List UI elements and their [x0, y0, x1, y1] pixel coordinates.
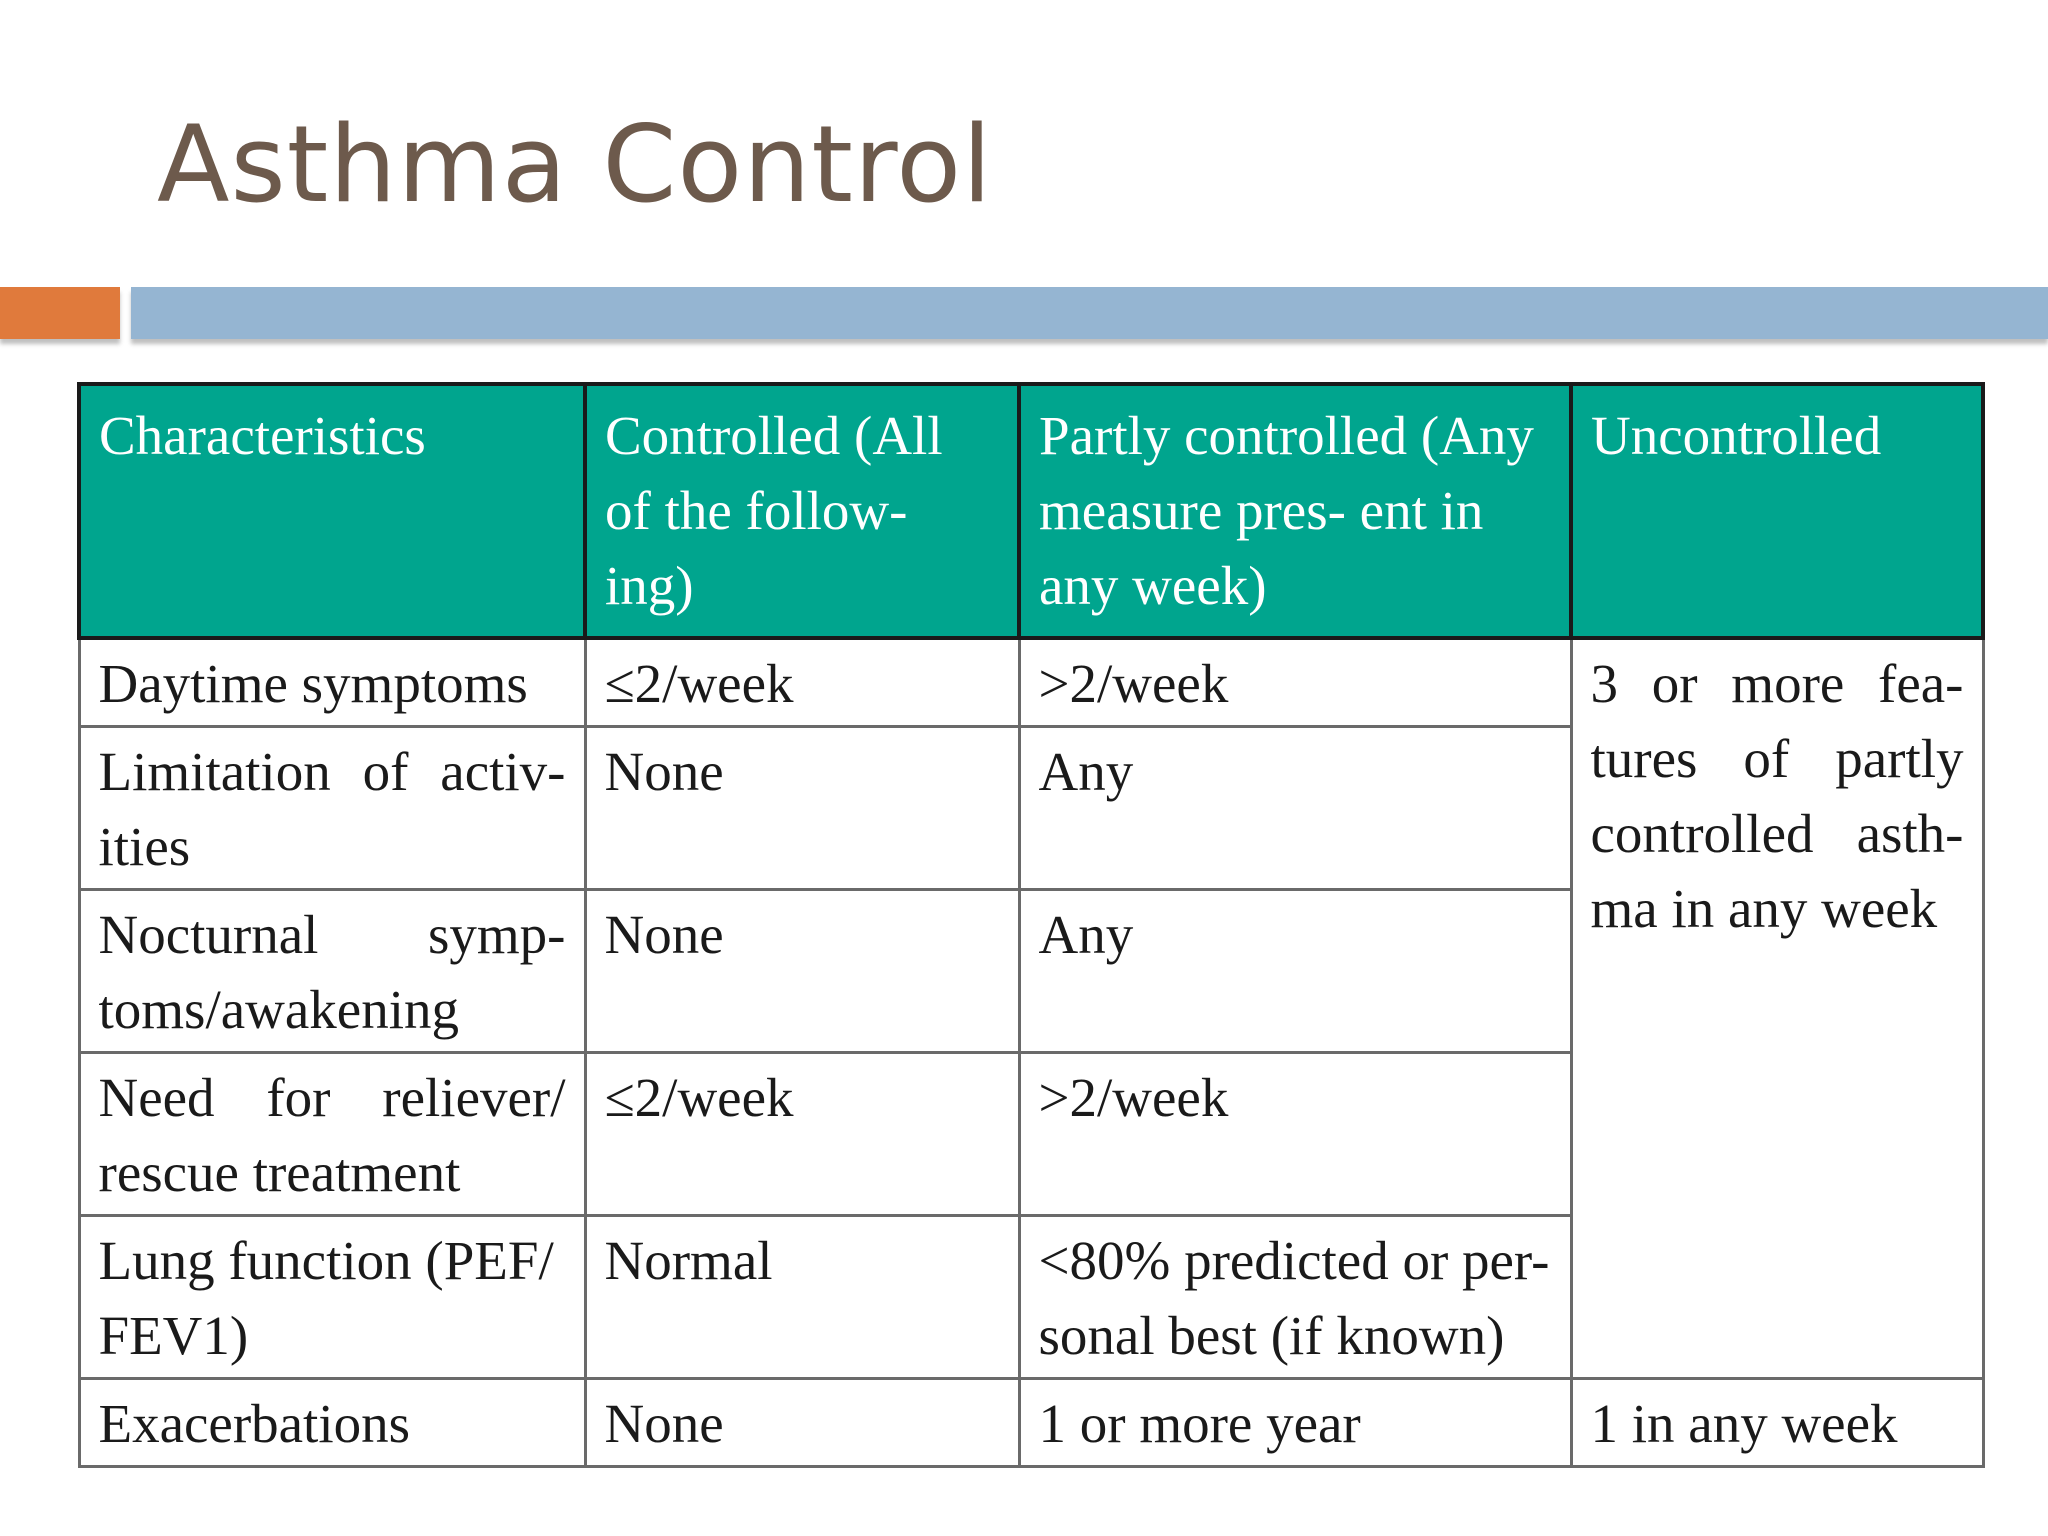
controlled-cell: None — [585, 1379, 1019, 1467]
controlled-cell: Normal — [585, 1216, 1019, 1379]
partly-controlled-cell: >2/week — [1019, 1053, 1571, 1216]
controlled-cell: ≤2/week — [585, 638, 1019, 727]
partly-controlled-cell: <80% predicted or per- sonal best (if known) — [1019, 1216, 1571, 1379]
partly-controlled-cell: >2/week — [1019, 638, 1571, 727]
partly-controlled-cell: Any — [1019, 890, 1571, 1053]
uncontrolled-summary-text: 3 or more fea- tures of partly controlled asth- ma in any week — [1590, 653, 1964, 939]
table-header-row — [79, 384, 1983, 638]
header-partly-controlled: Partly controlled (Any measure pres- ent in any week) — [1019, 384, 1571, 638]
characteristic-cell: Nocturnal symp- toms/awakening — [79, 890, 585, 1053]
controlled-cell: None — [585, 890, 1019, 1053]
characteristic-cell: Need for reliever/ rescue treatment — [79, 1053, 585, 1216]
characteristic-cell: Limitation of activ- ities — [79, 727, 585, 890]
uncontrolled-summary-cell — [1571, 638, 1983, 1379]
table-row — [79, 1379, 1983, 1467]
controlled-cell: ≤2/week — [585, 1053, 1019, 1216]
controlled-cell: None — [585, 727, 1019, 890]
uncontrolled-cell: 1 in any week — [1571, 1379, 1983, 1467]
characteristic-cell: Exacerbations — [79, 1379, 585, 1467]
partly-controlled-cell: 1 or more year — [1019, 1379, 1571, 1467]
characteristic-cell: Lung function (PEF/ FEV1) — [79, 1216, 585, 1379]
partly-controlled-cell: Any — [1019, 727, 1571, 890]
asthma-control-table — [77, 382, 1985, 1468]
characteristic-cell: Daytime symptoms — [79, 638, 585, 727]
header-uncontrolled: Uncontrolled — [1571, 384, 1983, 638]
header-characteristics: Characteristics — [79, 384, 585, 638]
slide-title: Asthma Control — [157, 103, 993, 226]
table-row — [79, 638, 1983, 727]
header-controlled: Controlled (All of the follow- ing) — [585, 384, 1019, 638]
accent-bar-orange — [0, 287, 120, 339]
accent-bar-blue — [131, 287, 2048, 339]
